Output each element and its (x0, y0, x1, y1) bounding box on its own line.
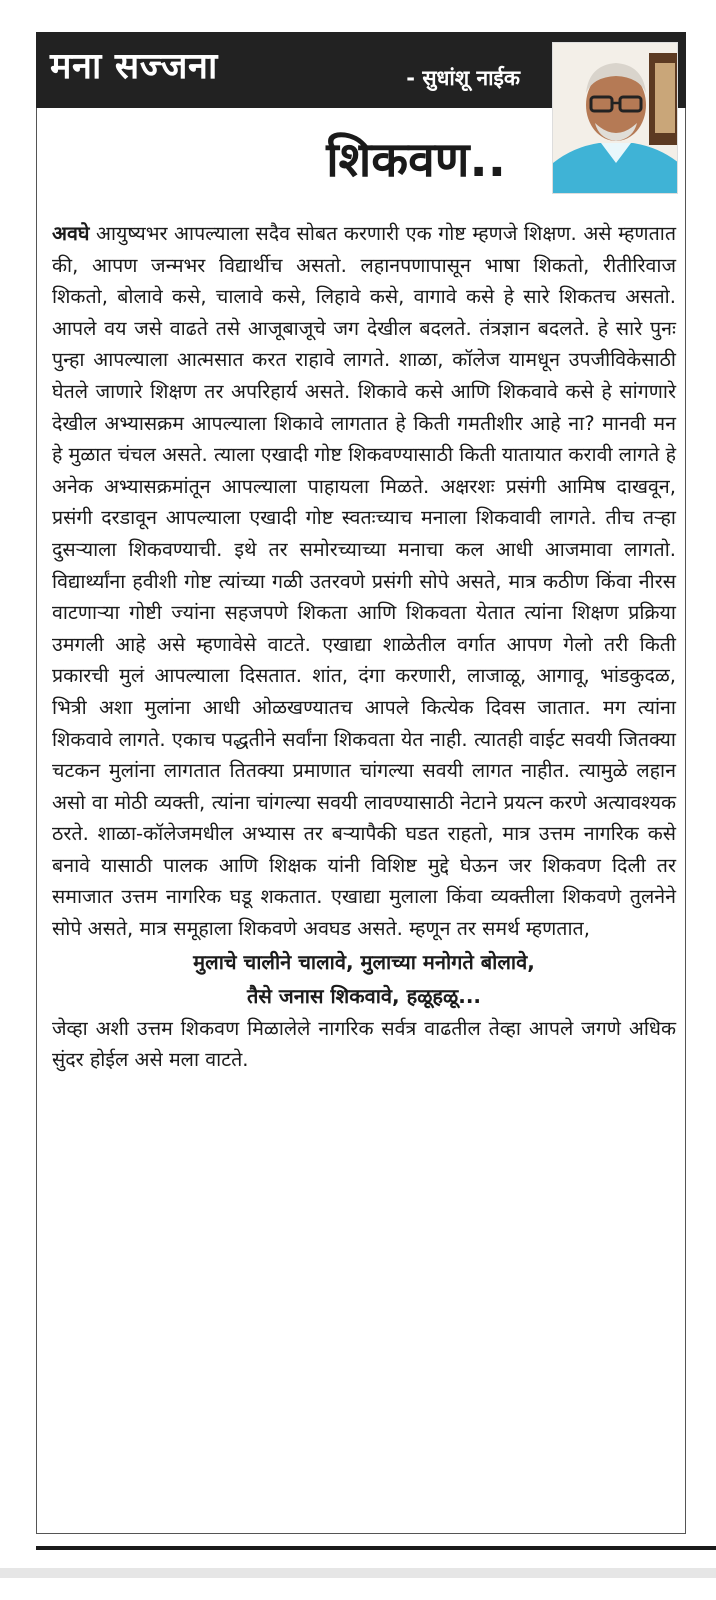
author-photo (552, 42, 678, 194)
author-portrait-icon (553, 43, 678, 194)
quote-line-1: मुलाचे चालीने चालावे, मुलाच्या मनोगते बोलावे, (193, 949, 535, 974)
closing-paragraph: जेव्हा अशी उत्तम शिकवण मिळालेले नागरिक सर्वत्र वाढतील तेव्हा आपले जगणे अधिक सुंदर होईल असे मला वाटते. (52, 1016, 676, 1072)
footer-gray-band (0, 1568, 716, 1578)
lead-word: अवघे (52, 222, 90, 245)
quote-line-2: तैसे जनास शिकवावे, हळूहळू... (246, 983, 482, 1008)
body-text: आयुष्यभर आपल्याला सदैव सोबत करणारी एक गोष्ट म्हणजे शिक्षण. असे म्हणतात की, आपण जन्मभर विद्यार्थीच असतो. लहानपणापासून भाषा शिकतो, रीतीरिवाज शिकतो, बोलावे कसे, चालावे कसे, लिहावे कसे, वागावे कसे हे सारे शिकतच असतो. आपले वय जसे वाढते तसे आजूबाजूचे जग देखील बदलते. तंत्रज्ञान बदलते. हे सारे पुनः पुन्हा आपल्याला आत्मसात करत राहावे लागते. शाळा, कॉलेज यामधून उपजीविकेसाठी घेतले जाणारे शिक्षण तर अपरिहार्य असते. शिकावे कसे आणि शिकवावे कसे हे सांगणारे देखील अभ्यासक्रम आपल्याला शिकावे लागतात हे किती गमतीशीर आहे ना? मानवी मन हे मुळात चंचल असते. त्याला एखादी गोष्ट शिकवण्यासाठी किती यातायात करावी लागते हे अनेक अभ्यासक्रमांतून आपल्याला पाहायला मिळते. अक्षरशः प्रसंगी आमिष दाखवून, प्रसंगी दरडावून आपल्याला एखादी गोष्ट स्वतःच्याच मनाला शिकवावी लागते. तीच तऱ्हा दुसऱ्याला शिकवण्याची. इथे तर समोरच्याच्या मनाचा कल आधी आजमावा लागतो. विद्यार्थ्यांना हवीशी गोष्ट त्यांच्या गळी उतरवणे प्रसंगी सोपे असते, मात्र कठीण किंवा नीरस वाटणाऱ्या गोष्टी ज्यांना सहजपणे शिकता आणि शिकवता येतात त्यांना शिक्षण प्रक्रिया उमगली आहे असे म्हणावेसे वाटते. एखाद्या शाळेतील वर्गात आपण गेलो तरी किती प्रकारची मुलं आपल्याला दिसतात. शांत, दंगा करणारी, लाजाळू, आगावू, भांडकुदळ, भित्री अशा मुलांना आधी ओळखण्यातच आपले कित्येक दिवस जातात. मग त्यांना शिकवावे लागते. एकाच पद्धतीने सर्वांना शिकवता येत नाही. त्यातही वाईट सवयी जितक्या चटकन मुलांना लागतात तितक्या प्रमाणात चांगल्या सवयी लागत नाहीत. त्यामुळे लहान असो वा मोठी व्यक्ती, त्यांना चांगल्या सवयी लावण्यासाठी नेटाने प्रयत्न करणे अत्यावश्यक ठरते. शाळा-कॉलेजमधील अभ्यास तर बऱ्यापैकी घडत राहतो, मात्र उत्तम नागरिक कसे बनावे यासाठी पालक आणि शिक्षक यांनी विशिष्ट मुद्दे घेऊन जर शिकवण दिली तर समाजात उत्तम नागरिक घडू शकतात. एखाद्या मुलाला किंवा व्यक्तीला शिकवणे तुलनेने सोपे असते, मात्र समूहाला शिकवणे अवघड असते. म्हणून तर समर्थ म्हणतात, (52, 222, 676, 941)
column-name: मना सज्जना (50, 46, 218, 87)
article-body (52, 218, 676, 1076)
body-paragraph (52, 218, 676, 945)
footer-rule (36, 1546, 716, 1550)
author-byline: - सुधांशू नाईक (406, 66, 520, 90)
article-title: शिकवण.. (326, 132, 506, 188)
